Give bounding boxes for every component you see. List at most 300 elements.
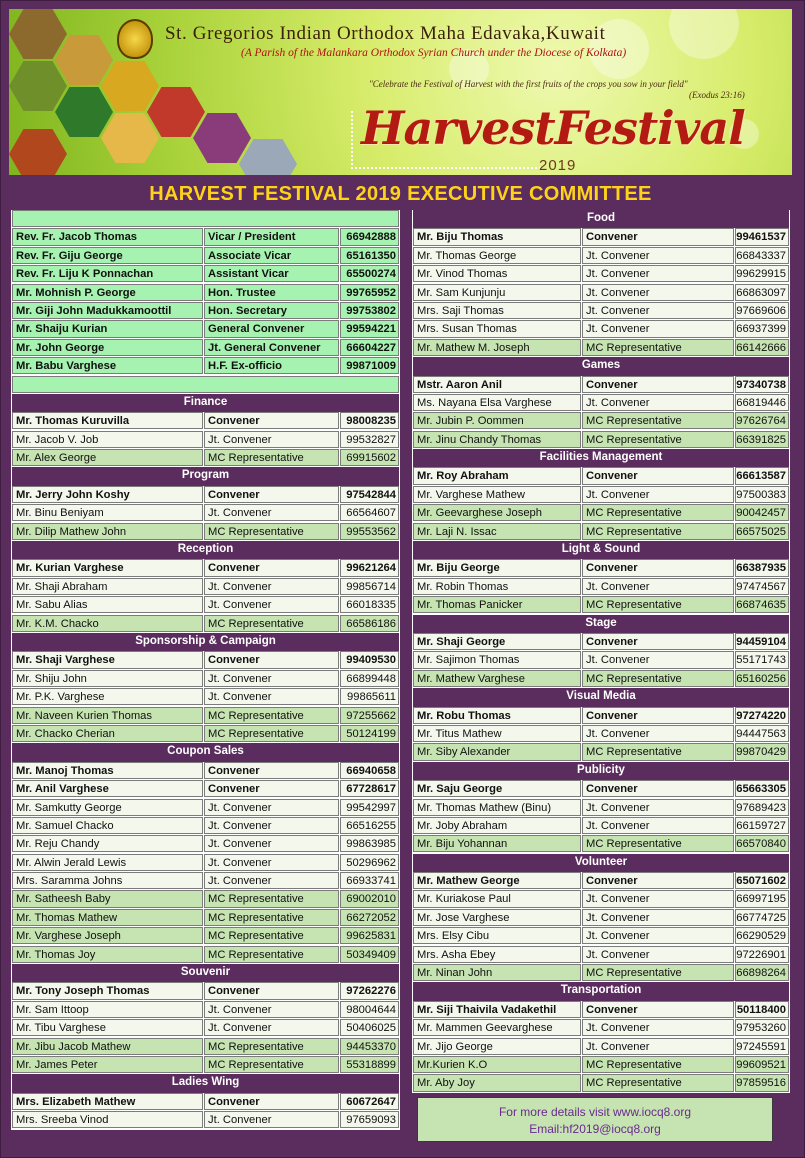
member-name: Mr. Laji N. Issac bbox=[413, 523, 581, 540]
member-phone: 99856714 bbox=[340, 578, 399, 595]
member-role: Jt. Convener bbox=[582, 909, 734, 926]
member-role: Jt. Convener bbox=[582, 1019, 734, 1036]
member-phone: 99409530 bbox=[340, 651, 399, 668]
member-role: MC Representative bbox=[204, 449, 339, 466]
member-name: Mr. Jose Varghese bbox=[413, 909, 581, 926]
church-emblem-icon bbox=[117, 19, 153, 59]
member-role: Jt. Convener bbox=[204, 431, 339, 448]
table-row bbox=[412, 578, 790, 596]
member-phone: 66159727 bbox=[735, 817, 789, 834]
section-header: Finance bbox=[12, 394, 399, 412]
festival-year: 2019 bbox=[539, 157, 577, 174]
member-name: Mr. Biju George bbox=[413, 559, 581, 576]
section-header: Volunteer bbox=[413, 854, 789, 872]
bubble-decoration bbox=[669, 9, 739, 59]
member-phone: 66142666 bbox=[735, 339, 789, 356]
table-row bbox=[412, 1074, 790, 1092]
member-role: MC Representative bbox=[204, 1038, 339, 1055]
table-row bbox=[412, 1038, 790, 1056]
member-phone: 66942888 bbox=[340, 228, 399, 245]
member-role: Jt. Convener bbox=[582, 284, 734, 301]
member-phone: 98004644 bbox=[340, 1001, 399, 1018]
table-row bbox=[11, 339, 400, 357]
member-name: Mrs. Sreeba Vinod bbox=[12, 1111, 203, 1128]
member-phone: 99753802 bbox=[340, 302, 399, 319]
member-role: Assistant Vicar bbox=[204, 265, 339, 282]
member-phone: 94459104 bbox=[735, 633, 789, 650]
member-name: Mr. Chacko Cherian bbox=[12, 725, 203, 742]
member-role: Jt. Convener bbox=[204, 1019, 339, 1036]
member-role: Jt. Convener bbox=[204, 596, 339, 613]
section-header: Visual Media bbox=[413, 688, 789, 706]
member-role: Convener bbox=[204, 762, 339, 779]
member-name: Mr. Geevarghese Joseph bbox=[413, 504, 581, 521]
member-phone: 99532827 bbox=[340, 431, 399, 448]
right-column bbox=[412, 210, 790, 1093]
member-role: MC Representative bbox=[582, 743, 734, 760]
member-phone: 65161350 bbox=[340, 247, 399, 264]
member-name: Mr. Mathew George bbox=[413, 872, 581, 889]
table-row bbox=[11, 265, 400, 283]
member-role: Jt. Convener bbox=[582, 320, 734, 337]
table-row bbox=[412, 780, 790, 798]
section-header: Ladies Wing bbox=[12, 1074, 399, 1092]
member-role: Vicar / President bbox=[204, 228, 339, 245]
member-role: Convener bbox=[204, 559, 339, 576]
member-role: MC Representative bbox=[582, 431, 734, 448]
table-row bbox=[412, 228, 790, 246]
table-row bbox=[11, 946, 400, 964]
member-role: Jt. Convener bbox=[204, 854, 339, 871]
member-role: Jt. Convener bbox=[204, 1001, 339, 1018]
member-name: Mrs. Saramma Johns bbox=[12, 872, 203, 889]
table-row bbox=[11, 835, 400, 853]
section-header: Reception bbox=[12, 541, 399, 559]
table-row bbox=[412, 467, 790, 485]
member-role: Convener bbox=[204, 1093, 339, 1110]
member-name: Mr. James Peter bbox=[12, 1056, 203, 1073]
table-row bbox=[11, 982, 400, 1000]
produce-hex-image bbox=[101, 61, 159, 111]
member-name: Mr. Manoj Thomas bbox=[12, 762, 203, 779]
member-phone: 66290529 bbox=[735, 927, 789, 944]
member-name: Mr. Samkutty George bbox=[12, 799, 203, 816]
member-phone: 66874635 bbox=[735, 596, 789, 613]
member-phone: 50124199 bbox=[340, 725, 399, 742]
produce-hex-image bbox=[101, 113, 159, 163]
member-name: Mr. Samuel Chacko bbox=[12, 817, 203, 834]
member-phone: 97245591 bbox=[735, 1038, 789, 1055]
member-name: Mr. Vinod Thomas bbox=[413, 265, 581, 282]
member-role: Convener bbox=[204, 651, 339, 668]
member-role: H.F. Ex-officio bbox=[204, 357, 339, 374]
member-phone: 99461537 bbox=[735, 228, 789, 245]
member-phone: 90042457 bbox=[735, 504, 789, 521]
blank-row-fill bbox=[12, 210, 399, 227]
table-row bbox=[412, 376, 790, 394]
produce-hex-image bbox=[55, 87, 113, 137]
table-row bbox=[11, 559, 400, 577]
member-phone: 55171743 bbox=[735, 651, 789, 668]
member-name: Mrs. Elizabeth Mathew bbox=[12, 1093, 203, 1110]
member-name: Ms. Nayana Elsa Varghese bbox=[413, 394, 581, 411]
table-row bbox=[11, 431, 400, 449]
table-row bbox=[412, 799, 790, 817]
member-phone: 69002010 bbox=[340, 890, 399, 907]
member-role: MC Representative bbox=[204, 927, 339, 944]
member-name: Mr. P.K. Varghese bbox=[12, 688, 203, 705]
table-row bbox=[11, 504, 400, 522]
member-role: Jt. Convener bbox=[582, 486, 734, 503]
blank-row bbox=[11, 210, 400, 228]
member-phone: 97226901 bbox=[735, 946, 789, 963]
member-name: Mr. Alex George bbox=[12, 449, 203, 466]
produce-hex-image bbox=[9, 9, 67, 59]
member-phone: 67728617 bbox=[340, 780, 399, 797]
section-header: Stage bbox=[413, 615, 789, 633]
member-name: Rev. Fr. Liju K Ponnachan bbox=[12, 265, 203, 282]
member-role: Convener bbox=[582, 228, 734, 245]
blank-row-fill bbox=[12, 376, 399, 393]
table-row bbox=[412, 633, 790, 651]
table-row bbox=[412, 394, 790, 412]
member-role: Convener bbox=[582, 633, 734, 650]
member-role: MC Representative bbox=[204, 890, 339, 907]
member-phone: 66940658 bbox=[340, 762, 399, 779]
member-role: MC Representative bbox=[582, 1056, 734, 1073]
member-name: Mrs. Saji Thomas bbox=[413, 302, 581, 319]
member-name: Mr. Varghese Joseph bbox=[12, 927, 203, 944]
table-row bbox=[412, 596, 790, 614]
member-name: Mr. Thomas Joy bbox=[12, 946, 203, 963]
member-role: MC Representative bbox=[582, 339, 734, 356]
table-row bbox=[11, 707, 400, 725]
member-phone: 94453370 bbox=[340, 1038, 399, 1055]
member-name: Mr. Sam Ittoop bbox=[12, 1001, 203, 1018]
member-name: Mr. Thomas Panicker bbox=[413, 596, 581, 613]
member-phone: 66819446 bbox=[735, 394, 789, 411]
table-row bbox=[11, 688, 400, 706]
contact-email[interactable]: Email:hf2019@iocq8.org bbox=[529, 1122, 661, 1136]
member-name: Rev. Fr. Jacob Thomas bbox=[12, 228, 203, 245]
festival-name: HarvestFestival bbox=[361, 101, 745, 155]
member-phone: 55318899 bbox=[340, 1056, 399, 1073]
table-row bbox=[11, 651, 400, 669]
member-role: MC Representative bbox=[582, 1074, 734, 1091]
table-row bbox=[412, 927, 790, 945]
member-phone: 66997195 bbox=[735, 890, 789, 907]
member-name: Mr. Shaji Varghese bbox=[12, 651, 203, 668]
member-role: Jt. Convener bbox=[204, 799, 339, 816]
member-role: Jt. Convener bbox=[204, 578, 339, 595]
member-role: Jt. Convener bbox=[582, 725, 734, 742]
table-row bbox=[11, 320, 400, 338]
produce-hex-image bbox=[193, 113, 251, 163]
table-row bbox=[11, 872, 400, 890]
section-header: Games bbox=[413, 357, 789, 375]
page-title: HARVEST FESTIVAL 2019 EXECUTIVE COMMITTEE bbox=[149, 183, 652, 205]
member-phone: 99765952 bbox=[340, 284, 399, 301]
member-phone: 50118400 bbox=[735, 1001, 789, 1018]
member-role: Jt. Convener bbox=[582, 651, 734, 668]
member-role: Convener bbox=[204, 412, 339, 429]
member-phone: 50406025 bbox=[340, 1019, 399, 1036]
member-phone: 94447563 bbox=[735, 725, 789, 742]
member-name: Mr. Saju George bbox=[413, 780, 581, 797]
table-row bbox=[11, 762, 400, 780]
member-name: Mr. Jerry John Koshy bbox=[12, 486, 203, 503]
member-role: Convener bbox=[582, 376, 734, 393]
section-header: Publicity bbox=[413, 762, 789, 780]
member-phone: 65160256 bbox=[735, 670, 789, 687]
produce-hex-image bbox=[9, 61, 67, 111]
member-phone: 99625831 bbox=[340, 927, 399, 944]
member-name: Mr. Thomas Kuruvilla bbox=[12, 412, 203, 429]
member-role: Jt. Convener bbox=[204, 1111, 339, 1128]
member-role: Convener bbox=[582, 1001, 734, 1018]
table-row bbox=[412, 284, 790, 302]
member-role: Jt. Convener bbox=[582, 578, 734, 595]
member-phone: 98008235 bbox=[340, 412, 399, 429]
member-phone: 99629915 bbox=[735, 265, 789, 282]
member-name: Mr. Jacob V. Job bbox=[12, 431, 203, 448]
member-name: Mr. Titus Mathew bbox=[413, 725, 581, 742]
member-name: Mr. Ninan John bbox=[413, 964, 581, 981]
member-role: MC Representative bbox=[582, 504, 734, 521]
section-header: Transportation bbox=[413, 982, 789, 1000]
member-phone: 99863985 bbox=[340, 835, 399, 852]
contact-box bbox=[417, 1097, 773, 1142]
member-role: Jt. Convener bbox=[204, 670, 339, 687]
member-name: Mr. Jibu Jacob Mathew bbox=[12, 1038, 203, 1055]
member-phone: 65500274 bbox=[340, 265, 399, 282]
member-name: Mr. Binu Beniyam bbox=[12, 504, 203, 521]
member-name: Mr. Satheesh Baby bbox=[12, 890, 203, 907]
member-role: MC Representative bbox=[582, 835, 734, 852]
member-name: Mr. Siji Thaivila Vadakethil bbox=[413, 1001, 581, 1018]
member-phone: 66898264 bbox=[735, 964, 789, 981]
member-phone: 50349409 bbox=[340, 946, 399, 963]
table-row bbox=[412, 909, 790, 927]
table-row bbox=[412, 872, 790, 890]
table-row bbox=[412, 523, 790, 541]
member-role: Jt. Convener bbox=[582, 1038, 734, 1055]
member-phone: 65663305 bbox=[735, 780, 789, 797]
member-name: Mr. Dilip Mathew John bbox=[12, 523, 203, 540]
member-role: Jt. Convener bbox=[582, 927, 734, 944]
member-phone: 97669606 bbox=[735, 302, 789, 319]
member-phone: 66018335 bbox=[340, 596, 399, 613]
member-name: Mstr. Aaron Anil bbox=[413, 376, 581, 393]
member-phone: 99594221 bbox=[340, 320, 399, 337]
member-phone: 97255662 bbox=[340, 707, 399, 724]
table-row bbox=[412, 835, 790, 853]
member-phone: 97340738 bbox=[735, 376, 789, 393]
member-name: Mr. Sajimon Thomas bbox=[413, 651, 581, 668]
member-role: Convener bbox=[582, 872, 734, 889]
table-row bbox=[412, 320, 790, 338]
table-row bbox=[412, 339, 790, 357]
member-phone: 99553562 bbox=[340, 523, 399, 540]
produce-hex-image bbox=[55, 35, 113, 85]
table-row bbox=[412, 504, 790, 522]
member-phone: 60672647 bbox=[340, 1093, 399, 1110]
table-row bbox=[11, 615, 400, 633]
member-role: Convener bbox=[204, 780, 339, 797]
table-row bbox=[11, 909, 400, 927]
table-row bbox=[412, 743, 790, 761]
table-row bbox=[11, 449, 400, 467]
dotted-decoration bbox=[351, 111, 357, 169]
member-name: Mr. Mathew Varghese bbox=[413, 670, 581, 687]
left-column bbox=[11, 210, 400, 1130]
table-row bbox=[412, 651, 790, 669]
member-phone: 97659093 bbox=[340, 1111, 399, 1128]
table-row bbox=[11, 780, 400, 798]
member-role: Hon. Secretary bbox=[204, 302, 339, 319]
member-name: Mr. Shaji Abraham bbox=[12, 578, 203, 595]
table-row bbox=[11, 1019, 400, 1037]
table-row bbox=[11, 357, 400, 375]
table-row bbox=[11, 596, 400, 614]
table-row bbox=[412, 247, 790, 265]
member-phone: 66391825 bbox=[735, 431, 789, 448]
table-row bbox=[11, 247, 400, 265]
member-phone: 97626764 bbox=[735, 412, 789, 429]
member-role: Hon. Trustee bbox=[204, 284, 339, 301]
member-role: Jt. General Convener bbox=[204, 339, 339, 356]
member-name: Mr. Tony Joseph Thomas bbox=[12, 982, 203, 999]
member-role: Convener bbox=[204, 486, 339, 503]
member-name: Mr. Biju Yohannan bbox=[413, 835, 581, 852]
member-name: Mr. Shaji George bbox=[413, 633, 581, 650]
table-row bbox=[11, 486, 400, 504]
member-phone: 66570840 bbox=[735, 835, 789, 852]
member-phone: 97542844 bbox=[340, 486, 399, 503]
member-name: Mr. Naveen Kurien Thomas bbox=[12, 707, 203, 724]
section-header: Sponsorship & Campaign bbox=[12, 633, 399, 651]
church-name: St. Gregorios Indian Orthodox Maha Edavaka,Kuwait bbox=[165, 23, 606, 44]
member-role: Jt. Convener bbox=[582, 817, 734, 834]
member-name: Mr. Shiju John bbox=[12, 670, 203, 687]
member-role: Jt. Convener bbox=[204, 817, 339, 834]
section-header: Facilities Management bbox=[413, 449, 789, 467]
table-row bbox=[412, 431, 790, 449]
produce-hex-image bbox=[9, 129, 67, 175]
member-role: MC Representative bbox=[204, 615, 339, 632]
table-row bbox=[412, 725, 790, 743]
member-phone: 97953260 bbox=[735, 1019, 789, 1036]
member-name: Mr. Thomas George bbox=[413, 247, 581, 264]
member-name: Mr. Mohnish P. George bbox=[12, 284, 203, 301]
member-phone: 99542997 bbox=[340, 799, 399, 816]
member-role: Jt. Convener bbox=[582, 890, 734, 907]
member-role: MC Representative bbox=[582, 523, 734, 540]
member-phone: 66863097 bbox=[735, 284, 789, 301]
member-role: Convener bbox=[582, 467, 734, 484]
table-row bbox=[412, 1001, 790, 1019]
member-name: Mrs. Asha Ebey bbox=[413, 946, 581, 963]
member-role: MC Representative bbox=[582, 670, 734, 687]
table-row bbox=[412, 412, 790, 430]
table-row bbox=[11, 890, 400, 908]
member-name: Mr. Alwin Jerald Lewis bbox=[12, 854, 203, 871]
table-row bbox=[412, 890, 790, 908]
table-row bbox=[11, 228, 400, 246]
member-role: Associate Vicar bbox=[204, 247, 339, 264]
member-phone: 66387935 bbox=[735, 559, 789, 576]
produce-hex-image bbox=[147, 87, 205, 137]
member-role: MC Representative bbox=[204, 725, 339, 742]
member-name: Mrs. Susan Thomas bbox=[413, 320, 581, 337]
member-name: Mr. Kurian Varghese bbox=[12, 559, 203, 576]
member-name: Mr. Sabu Alias bbox=[12, 596, 203, 613]
member-name: Mr. Mammen Geevarghese bbox=[413, 1019, 581, 1036]
table-row bbox=[11, 799, 400, 817]
table-row bbox=[11, 1001, 400, 1019]
member-name: Mr. Kuriakose Paul bbox=[413, 890, 581, 907]
table-row bbox=[11, 670, 400, 688]
member-phone: 97262276 bbox=[340, 982, 399, 999]
member-role: MC Representative bbox=[204, 523, 339, 540]
contact-website[interactable]: For more details visit www.iocq8.org bbox=[498, 1105, 692, 1119]
member-role: MC Representative bbox=[582, 412, 734, 429]
member-phone: 66843337 bbox=[735, 247, 789, 264]
member-phone: 66516255 bbox=[340, 817, 399, 834]
table-row bbox=[11, 1111, 400, 1129]
table-row bbox=[11, 854, 400, 872]
member-phone: 69915602 bbox=[340, 449, 399, 466]
produce-hex-image bbox=[239, 139, 297, 175]
member-name: Mr. Anil Varghese bbox=[12, 780, 203, 797]
table-row bbox=[11, 412, 400, 430]
member-phone: 99621264 bbox=[340, 559, 399, 576]
festival-banner bbox=[9, 9, 792, 175]
section-header: Program bbox=[12, 467, 399, 485]
blank-row bbox=[11, 376, 400, 394]
member-name: Mr. Shaiju Kurian bbox=[12, 320, 203, 337]
table-row bbox=[412, 946, 790, 964]
member-phone: 97500383 bbox=[735, 486, 789, 503]
member-name: Mr. Thomas Mathew (Binu) bbox=[413, 799, 581, 816]
table-row bbox=[412, 1056, 790, 1074]
member-phone: 97689423 bbox=[735, 799, 789, 816]
member-role: Convener bbox=[582, 707, 734, 724]
member-phone: 66933741 bbox=[340, 872, 399, 889]
member-role: Jt. Convener bbox=[582, 265, 734, 282]
member-name: Mr. Robin Thomas bbox=[413, 578, 581, 595]
member-role: MC Representative bbox=[204, 909, 339, 926]
member-role: Jt. Convener bbox=[582, 946, 734, 963]
member-name: Mr. Tibu Varghese bbox=[12, 1019, 203, 1036]
member-name: Mr. Mathew M. Joseph bbox=[413, 339, 581, 356]
member-phone: 50296962 bbox=[340, 854, 399, 871]
member-phone: 66774725 bbox=[735, 909, 789, 926]
dotted-decoration bbox=[351, 167, 541, 169]
member-phone: 97474567 bbox=[735, 578, 789, 595]
member-role: Convener bbox=[582, 780, 734, 797]
table-row bbox=[11, 927, 400, 945]
member-role: Jt. Convener bbox=[582, 799, 734, 816]
member-name: Mr. Siby Alexander bbox=[413, 743, 581, 760]
member-role: Convener bbox=[582, 559, 734, 576]
member-phone: 66272052 bbox=[340, 909, 399, 926]
member-phone: 99871009 bbox=[340, 357, 399, 374]
table-row bbox=[412, 707, 790, 725]
member-name: Mr. Aby Joy bbox=[413, 1074, 581, 1091]
table-row bbox=[11, 725, 400, 743]
member-role: Jt. Convener bbox=[204, 835, 339, 852]
